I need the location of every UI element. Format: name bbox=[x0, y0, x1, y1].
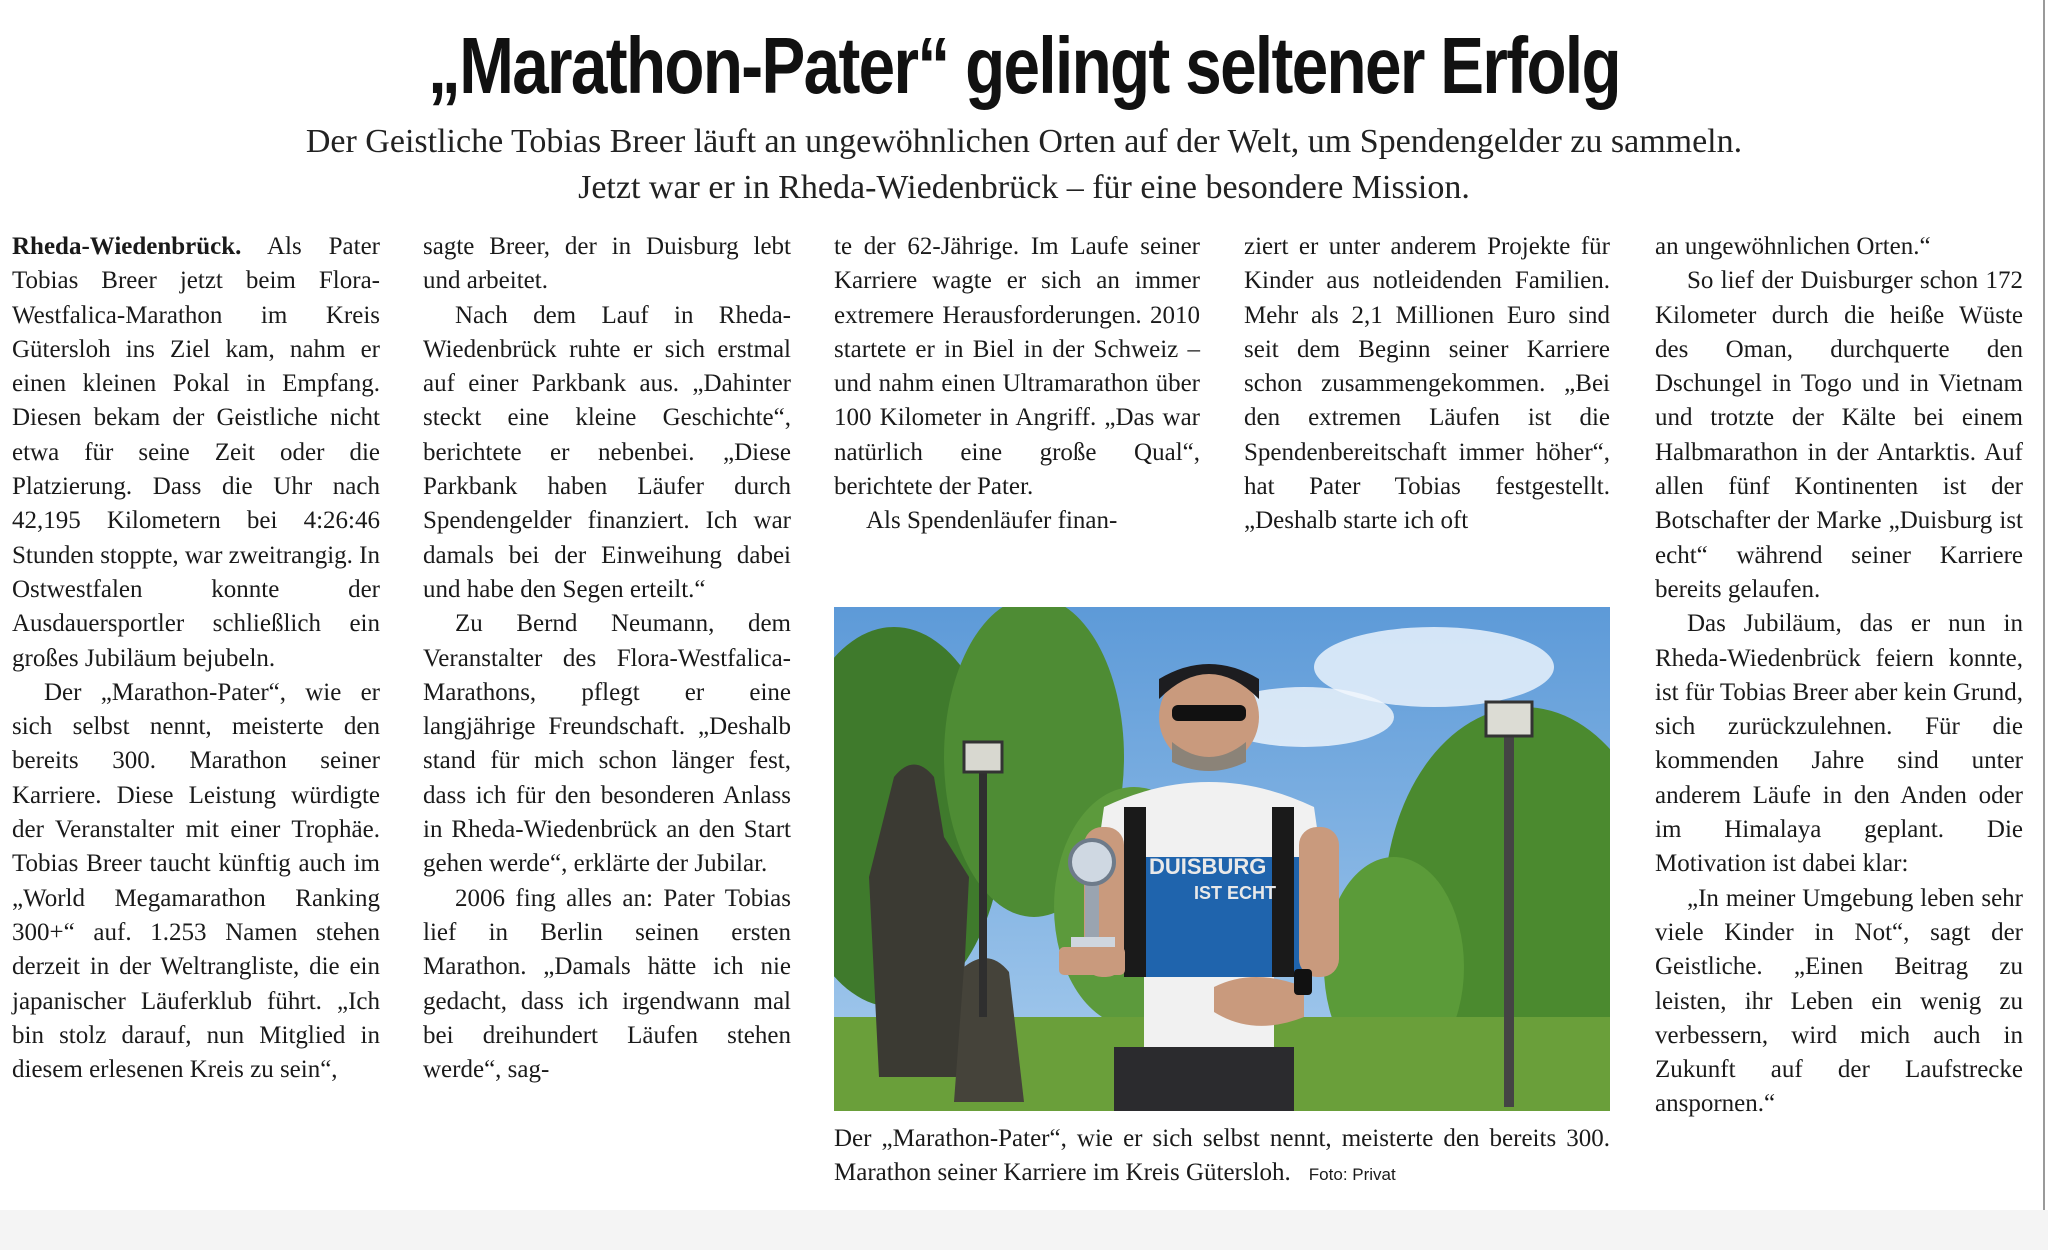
bottom-margin bbox=[0, 1210, 2048, 1250]
right-edge-rule bbox=[2043, 0, 2045, 1210]
paragraph: So lief der Duisburger schon 172 Kilometer durch die heiße Wüste des Oman, durchquerte den Dschungel in Togo und in Vietnam und trotzte der Kälte bei einem Halbmarathon in der Antarktis. Auf allen fünf Kontinenten ist der Botschafter der Marke „Duisburg ist echt“ während seiner Karriere bereits gelaufen. bbox=[1655, 267, 2023, 603]
paragraph: Als Spendenläufer finan- bbox=[866, 507, 1118, 535]
article-column-1 bbox=[12, 230, 380, 1087]
subheadline-line-1: Der Geistliche Tobias Breer läuft an ungewöhnlichen Orten auf der Welt, um Spendengelder zu sammeln. bbox=[305, 123, 1743, 160]
paragraph: „In meiner Umgebung leben sehr viele Kinder in Not“, sagt der Geistliche. „Einen Beitrag zu leisten, ihr Leben ein wenig zu verbessern, wird mich auch in Zukunft auf der Laufstrecke anspornen.“ bbox=[1655, 884, 2023, 1118]
shirt-text-1: DUISBURG bbox=[1149, 854, 1267, 879]
paragraph: te der 62-Jährige. Im Laufe seiner Karriere wagte er sich an immer extremere Herausforderungen. 2010 startete er in Biel in der Schweiz – und nahm einen Ultramarathon über 100 Kilometer in Angriff. „Das war natürlich eine große Qual“, berichtete der Pater. bbox=[834, 233, 1200, 501]
shirt-text-2: IST ECHT bbox=[1194, 883, 1277, 903]
subheadline-line-2: Jetzt war er in Rheda-Wiedenbrück – für eine besondere Mission. bbox=[578, 169, 1470, 206]
paragraph: ziert er unter anderem Projekte für Kinder aus notleidenden Familien. Mehr als 2,1 Millionen Euro sind seit dem Beginn seiner Karriere schon zusammengekommen. „Bei den extremen Läufen ist die Spendenbereitschaft immer höher“, hat Pater Tobias festgestellt. „Deshalb starte ich oft bbox=[1244, 233, 1610, 535]
paragraph: Nach dem Lauf in Rheda-Wiedenbrück ruhte er sich erstmal auf einer Parkbank aus. „Dahinter steckt eine kleine Geschichte“, berichtete er nebenbei. „Diese Parkbank haben Läufer durch Spendengelder finanziert. Ich war damals bei der Einweihung dabei und habe den Segen erteilt.“ bbox=[423, 301, 791, 603]
paragraph: sagte Breer, der in Duisburg lebt und arbeitet. bbox=[423, 233, 791, 295]
paragraph: Das Jubiläum, das er nun in Rheda-Wiedenbrück feiern konnte, ist für Tobias Breer aber kein Grund, sich zurückzulehnen. Für die kommenden Jahre sind unter anderem Läufe in den Anden oder im Himalaya geplant. Die Motivation ist dabei klar: bbox=[1655, 610, 2023, 878]
dateline: Rheda-Wiedenbrück. bbox=[12, 233, 242, 260]
paragraph: 2006 fing alles an: Pater Tobias lief in Berlin seinen ersten Marathon. „Damals hätte ich nie gedacht, dass ich irgendwann mal bei dreihundert Läufen stehen werde“, sag- bbox=[423, 884, 791, 1084]
article-column-4 bbox=[1244, 230, 1610, 539]
paragraph-text: Als Pater Tobias Breer jetzt beim Flora-Westfalica-Marathon im Kreis Gütersloh ins Ziel kam, nahm er einen kleinen Pokal in Empfang. Diesen bekam der Geistliche nicht etwa für seine Zeit oder die Platzierung. Dass die Uhr nach 42,195 Kilometern bei 4:26:46 Stunden stoppte, war zweitrangig. In Ostwestfalen konnte der Ausdauersportler schließlich ein großes Jubiläum bejubeln. bbox=[12, 233, 380, 672]
photo-illustration bbox=[834, 607, 1610, 1111]
paragraph bbox=[12, 230, 380, 676]
article-photo bbox=[834, 607, 1610, 1111]
photo-credit: Foto: Privat bbox=[1308, 1165, 1396, 1184]
paragraph: Zu Bernd Neumann, dem Veranstalter des Flora-Westfalica-Marathons, pflegt er eine langjährige Freundschaft. „Deshalb stand für mich schon länger fest, dass ich für den besonderen Anlass in Rheda-Wiedenbrück an den Start gehen werde“, erklärte der Jubilar. bbox=[423, 610, 791, 878]
headline: „Marathon-Pater“ gelingt seltener Erfolg bbox=[428, 21, 1620, 110]
article-column-5 bbox=[1655, 230, 2023, 1122]
caption-text: Der „Marathon-Pater“, wie er sich selbst nennt, meisterte den bereits 300. Marathon seiner Karriere im Kreis Gütersloh. bbox=[834, 1125, 1610, 1186]
article-column-2 bbox=[423, 230, 791, 1087]
article-column-3 bbox=[834, 230, 1200, 539]
photo-caption bbox=[834, 1122, 1610, 1192]
paragraph: Der „Marathon-Pater“, wie er sich selbst nennt, meisterte den bereits 300. Marathon seiner Karriere. Diese Leistung würdigte der Veranstalter mit einer Trophäe. Tobias Breer taucht künftig auch im „World Megamarathon Ranking 300+“ auf. 1.253 Namen stehen derzeit in der Weltrangliste, die ein japanischer Läuferklub führt. „Ich bin stolz darauf, nun Mitglied in diesem erlesenen Kreis zu sein“, bbox=[12, 678, 380, 1084]
paragraph: an ungewöhnlichen Orten.“ bbox=[1655, 233, 1931, 260]
